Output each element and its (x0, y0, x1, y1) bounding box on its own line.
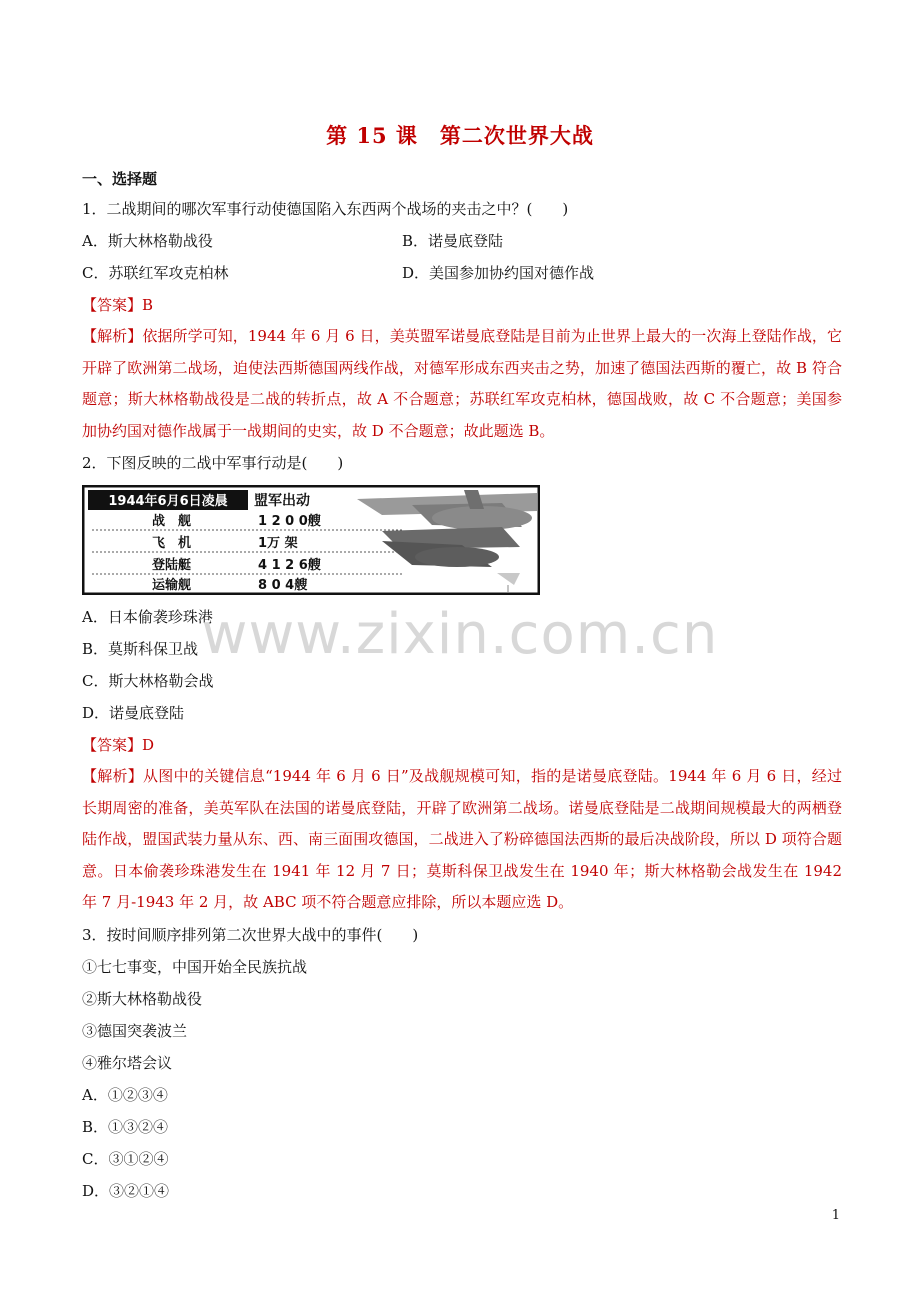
q2-analysis-text: 从图中的关键信息“1944 年 6 月 6 日”及战舰规模可知，指的是诺曼底登陆。1944 年 6 月 6 日，经过长期周密的准备，美英军队在法国的诺曼底登陆，开辟了欧洲第二战场。诺曼底登陆是二战期间规模最大的两栖登陆作战，盟国武装力量从东、西、南三面围攻德国，二战进入了粉碎德国法西斯的最后决战阶段，所以 D 项符合题意。日本偷袭珍珠港发生在 1941 年 12 月 7 日；莫斯科保卫战发生在 1940 年；斯大林格勒会战发生在 1942 年 7 月-1943 年 2 月，故 ABC 项不符合题意应排除，所以本题应选 D。 (82, 767, 842, 911)
q2-analysis (82, 761, 842, 919)
q1-answer-value: B (142, 296, 154, 314)
q1-analysis-tag: 【解析】 (82, 327, 143, 345)
q3-option-d: D．③②①④ (82, 1181, 170, 1200)
q2-option-d: D．诺曼底登陆 (82, 704, 185, 722)
section-heading: 一、选择题 (82, 170, 158, 188)
q3-item-2: ②斯大林格勒战役 (82, 989, 203, 1008)
figure-row-label-3: 登陆艇 (152, 558, 192, 573)
q1-options-row-1 (82, 225, 842, 257)
q2-stem: 2．下图反映的二战中军事行动是( ) (82, 454, 344, 472)
q2-answer-value: D (142, 736, 155, 754)
q2-figure (82, 485, 540, 595)
q2-option-c: C．斯大林格勒会战 (82, 672, 214, 690)
figure-row-value-2: 1万 架 (258, 536, 298, 551)
watermark: www.zixin.com.cn (201, 602, 719, 667)
q1-stem: 1．二战期间的哪次军事行动使德国陷入东西两个战场的夹击之中？( ) (82, 200, 569, 218)
q1-options-row-2 (82, 257, 842, 289)
q3-option-b: B．①③②④ (82, 1117, 169, 1136)
q1-option-b: B．诺曼底登陆 (402, 232, 504, 250)
q3-stem: 3．按时间顺序排列第二次世界大战中的事件( ) (82, 925, 419, 944)
q2-option-a: A．日本偷袭珍珠港 (82, 608, 213, 626)
q2-analysis-tag: 【解析】 (82, 767, 144, 785)
figure-row-label-1: 战 舰 (152, 514, 192, 529)
q2-option-b: B．莫斯科保卫战 (82, 640, 199, 658)
q1-option-d: D．美国参加协约国对德作战 (402, 264, 595, 282)
q3-option-c: C．③①②④ (82, 1149, 169, 1168)
q1-analysis-text: 依据所学可知，1944 年 6 月 6 日，美英盟军诺曼底登陆是目前为止世界上最大的一次海上登陆作战，它开辟了欧洲第二战场，迫使法西斯德国两线作战，对德军形成东西夹击之势，加速了德国法西斯的覆亡，故 B 符合题意；斯大林格勒战役是二战的转折点，故 A 不合题意；苏联红军攻克柏林，德国战败，故 C 不合题意；美国参加协约国对德作战属于一战期间的史实，故 D 不合题意；故此题选 B。 (82, 327, 842, 440)
q3-item-4: ④雅尔塔会议 (82, 1053, 173, 1072)
figure-row-value-1: 1 2 0 0艘 (258, 514, 321, 529)
figure-row-value-4: 8 0 4艘 (258, 578, 308, 593)
q1-answer (82, 289, 842, 321)
document-body (82, 193, 842, 1207)
figure-row-label-2: 飞 机 (152, 536, 192, 551)
figure-header-text: 盟军出动 (254, 493, 310, 509)
q3-item-3: ③德国突袭波兰 (82, 1021, 188, 1040)
page-title: 第 15 课 第二次世界大战 (326, 123, 594, 148)
q1-analysis (82, 321, 842, 447)
figure-row-value-3: 4 1 2 6艘 (258, 558, 321, 573)
q1-option-c: C．苏联红军攻克柏林 (82, 264, 229, 282)
q3-option-a: A．①②③④ (82, 1085, 168, 1104)
page-number: 1 (831, 1208, 840, 1223)
normandy-figure (82, 485, 540, 595)
q2-answer (82, 729, 842, 761)
figure-row-label-4: 运输舰 (152, 578, 192, 593)
q1-option-a: A．斯大林格勒战役 (82, 232, 213, 250)
q1-answer-tag: 【答案】 (82, 296, 143, 314)
q2-answer-tag: 【答案】 (82, 736, 143, 754)
figure-header-date: 1944年6月6日凌晨 (108, 494, 228, 509)
q3-item-1: ①七七事变，中国开始全民族抗战 (82, 957, 308, 976)
